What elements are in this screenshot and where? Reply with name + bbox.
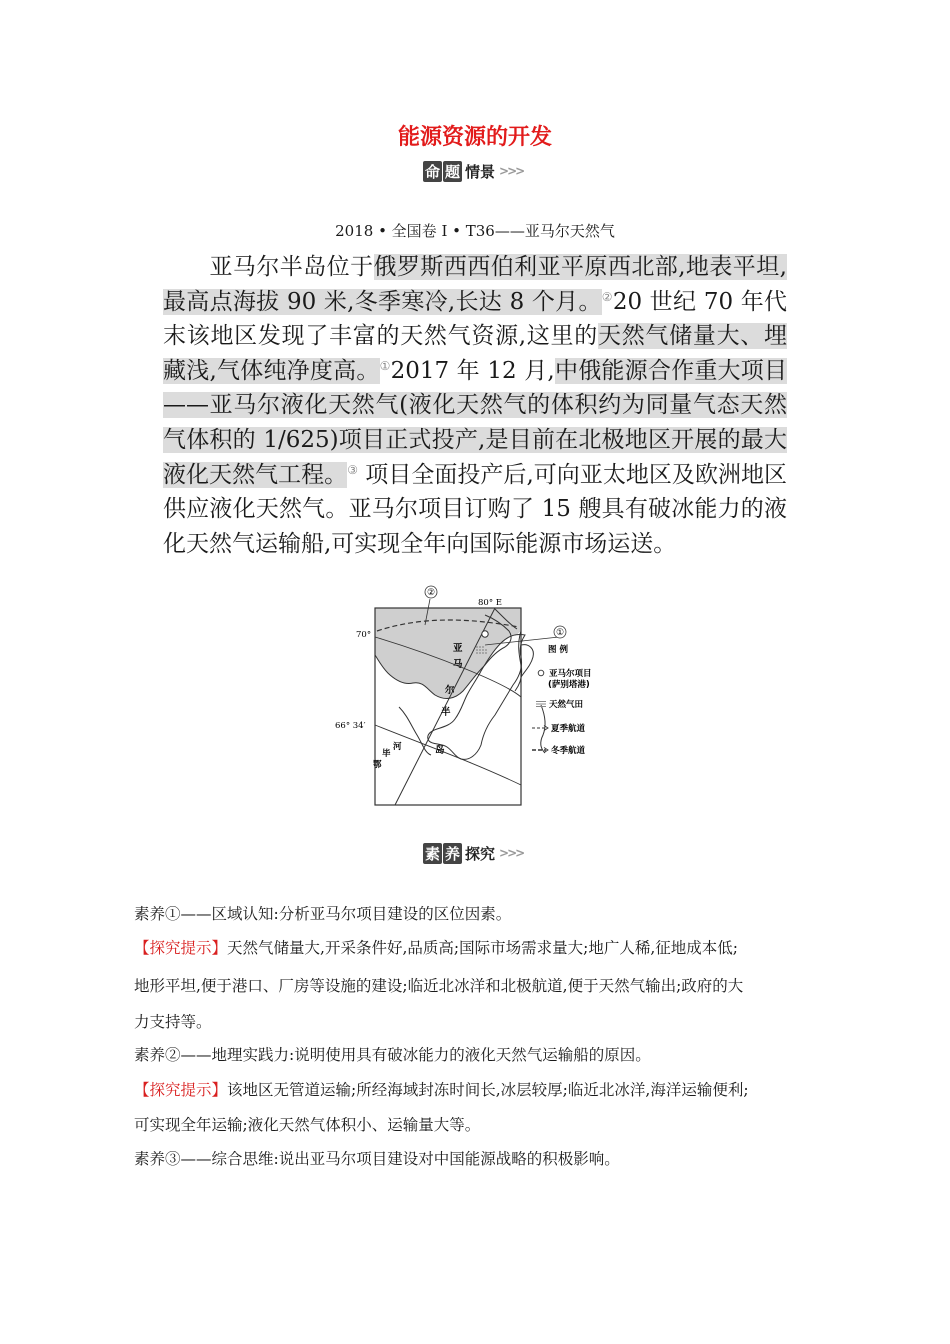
passage-text: 20 世纪 70 年代末该地区发现了丰富的天然气资源,这里的 [163,288,787,350]
page-title: 能源资源的开发 [397,125,552,150]
map-label: 马 [453,659,463,670]
banner-text: 情景 [465,162,496,181]
gas-field-icon [536,701,546,707]
passage-text: 亚马尔半岛位于 [209,254,374,280]
marker: ③ [347,462,358,477]
question-1: 素养①——区域认知:分析亚马尔项目建设的区位因素。 [134,905,512,923]
reading-passage [163,250,787,561]
question-3: 素养③——综合思维:说出亚马尔项目建设对中国能源战略的积极影响。 [134,1150,620,1168]
map-label: 毕 [382,749,391,759]
answer-text: 天然气储量大,开采条件好,品质高;国际市场需求量大;地广人稀,征地成本低; [227,939,738,957]
section-banner-inquiry [423,842,523,864]
answer-text: 该地区无管道运输;所经海域封冻时间长,冰层较厚;临近北冰洋,海洋运输便利; [227,1081,749,1099]
answer-1 [134,936,824,958]
answer-1-line: 力支持等。 [134,1013,212,1031]
port-icon [538,670,544,676]
map-label: ① [555,628,565,638]
answer-2 [134,1078,824,1100]
legend-item: 夏季航道 [551,724,586,734]
map-label: 鄂 [373,760,382,770]
longitude-label: 80° E [478,598,502,608]
banner-char: 题 [445,162,461,181]
map-label: 半 [441,707,451,718]
yamal-map [335,585,625,810]
latitude-label: 70° [356,630,372,640]
banner-char: 命 [425,162,441,181]
passage-text: 项目全面投产后,可向亚太地区及欧洲地区供应液化天然气。亚马尔项目订购了 15 艘具有破冰能力的液化天然气运输船,可实现全年向国际能源市场运送。 [163,461,788,557]
hint-tag: 【探究提示】 [134,939,228,957]
legend-item: 亚马尔项目 [549,669,592,679]
passage-highlight: 天然气储量大、埋藏浅,气体纯净度高。 [163,323,787,384]
map-label: 尔 [445,685,455,696]
legend-item: 天然气田 [549,700,584,710]
legend-title: 图 例 [548,645,568,655]
passage-highlight: 中俄能源合作重大项目——亚马尔液化天然气(液化天然气的体积约为同量气态天然气体积的 1/625)项目正式投产,是目前在北极地区开展的最大液化天然气工程。 [163,357,788,488]
hint-tag: 【探究提示】 [134,1081,228,1099]
double-arrow-icon: >>> [499,846,524,860]
marker: ① [379,358,391,373]
map-label: 河 [393,742,402,752]
map-label: 亚 [453,643,463,654]
answer-1-line: 地形平坦,便于港口、厂房等设施的建设;临近北冰洋和北极航道,便于天然气输出;政府的大 [134,977,744,995]
passage-text: 2017 年 12 月, [390,357,555,384]
arctic-circle-label: 66° 34′ [335,721,366,731]
map-label: ② [426,588,436,598]
question-2: 素养②——地理实践力:说明使用具有破冰能力的液化天然气运输船的原因。 [134,1046,651,1064]
passage-highlight: 俄罗斯西西伯利亚平原西北部,地表平坦,最高点海拔 90 米,冬季寒冷,长达 8 个月。 [163,254,787,315]
section-banner-scenario [423,160,523,182]
banner-char: 养 [445,844,461,863]
banner-text: 探究 [465,844,496,863]
marker: ② [601,289,613,304]
legend-item: (萨别塔港) [548,680,590,690]
answer-2-line: 可实现全年运输;液化天然气体积小、运输量大等。 [134,1116,481,1134]
question-source: 2018 • 全国卷 Ⅰ • T36——亚马尔天然气 [335,222,615,240]
banner-char: 素 [425,844,441,863]
double-arrow-icon: >>> [499,164,524,178]
map-label: 岛 [435,745,445,756]
legend-item: 冬季航道 [551,746,586,756]
